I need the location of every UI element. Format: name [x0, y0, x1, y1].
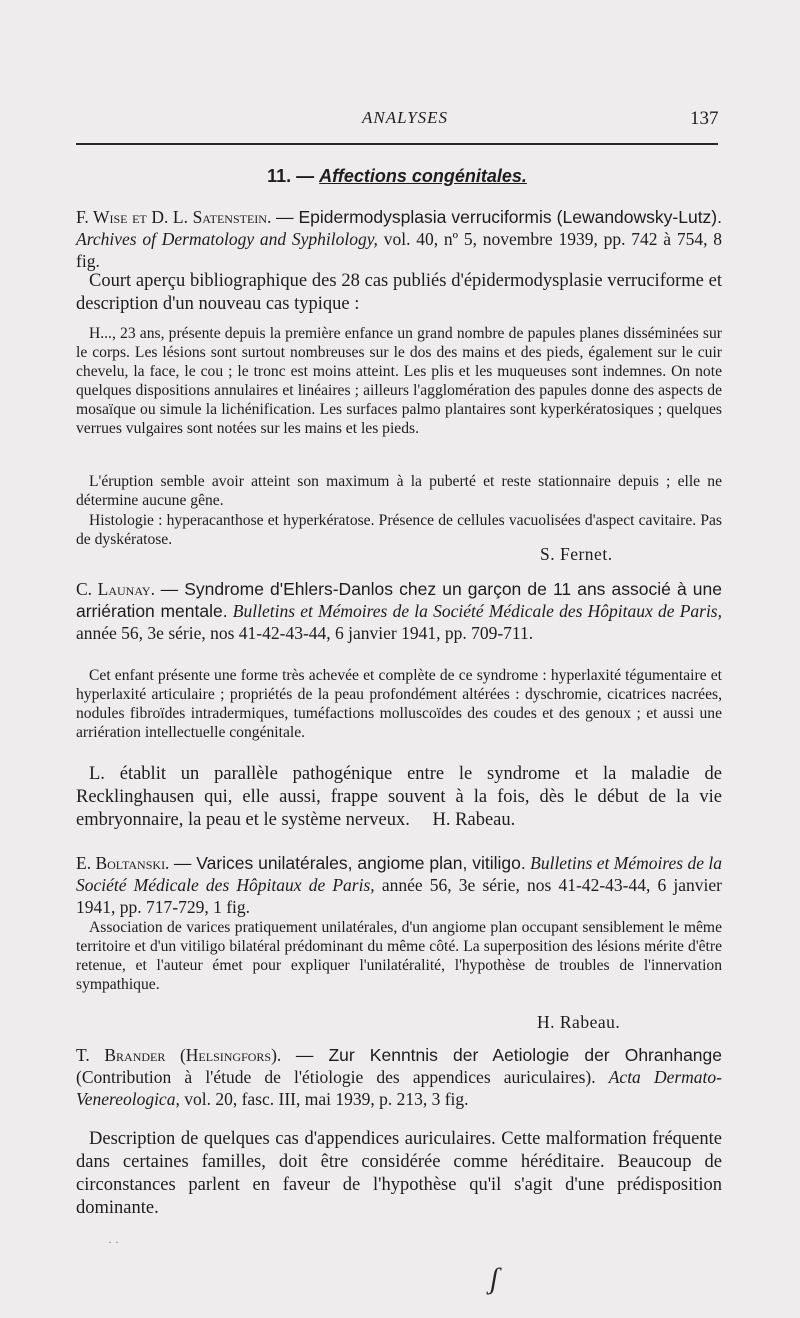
entry-details: année 56, 3e série, nos 41-42-43-44, 6 janvier 1941, pp. 717-729, 1 fig. — [76, 875, 723, 917]
section-heading — [76, 166, 718, 187]
section-dash: — — [296, 166, 315, 186]
entry-author: C. Launay. — [76, 579, 155, 599]
entry-paragraph: Cet enfant présente une forme très achevée et complète de ce syndrome : hyperlaxité tégumentaire et hyperlaxité articulaire ; propriétés de la peau profondément altérées : dyschromie, cicatrices nacrées, nodules fibroïdes intradermiques, tuméfactions molluscoïdes des coudes et des genoux ; et aussi une arriération intellectuelle congénitale. — [76, 667, 722, 741]
section-title: Affections congénitales. — [319, 166, 527, 186]
entry-reference — [76, 578, 722, 644]
entry-paragraph: L'éruption semble avoir atteint son maximum à la puberté et reste stationnaire depuis ; elle ne détermine aucune gêne. — [76, 473, 722, 509]
entry-reference — [76, 1044, 722, 1110]
entry-details: vol. 20, fasc. III, mai 1939, p. 213, 3 fig. — [184, 1089, 469, 1109]
entry-signature: S. Fernet. — [540, 544, 613, 564]
entry-paragraph-text: L. établit un parallèle pathogénique entre le syndrome et la maladie de Recklinghausen qui, elle aussi, frappe souvent à la fois, dès le début de la vie embryonnaire, la peau et le système nerveux. — [76, 764, 722, 830]
entry-journal: Archives of Dermatology and Syphilology, — [76, 229, 378, 249]
entry-author: E. Boltanski. — [76, 853, 170, 873]
entry-journal: Bulletins et Mémoires de la Société Médicale des Hôpitaux de Paris, — [76, 853, 723, 895]
page-number: 137 — [690, 108, 719, 129]
entry-signature: H. Rabeau. — [432, 810, 516, 830]
entry-title: — Epidermodysplasia verruciformis (Lewandowsky-Lutz). — [275, 207, 722, 227]
running-header: ANALYSES — [361, 108, 449, 127]
entry-journal: Acta Dermato-Venereologica, — [76, 1067, 722, 1109]
entry-author: F. Wise et D. L. Satenstein. — [76, 207, 272, 227]
entry-details: année 56, 3e série, nos 41-42-43-44, 6 janvier 1941, pp. 709-711. — [76, 623, 534, 643]
pencil-mark: ʃ — [490, 1262, 499, 1295]
entry-signature: H. Rabeau. — [537, 1012, 621, 1032]
entry-paragraph: Court aperçu bibliographique des 28 cas publiés d'épidermodysplasie verruciforme et description d'un nouveau cas typique : — [76, 271, 722, 314]
entry-reference — [76, 852, 722, 918]
entry-paragraph: Histologie : hyperacanthose et hyperkératose. Présence de cellules vacuolisées d'aspect cavitaire. Pas de dyskératose. — [76, 512, 722, 548]
entry-paragraph: Description de quelques cas d'appendices auriculaires. Cette malformation fréquente dans certaines familles, doit être considérée comme héréditaire. Beaucoup de circonstances parlent en faveur de l'hypothèse qu'il s'agit d'une prédisposition dominante. — [76, 1129, 722, 1218]
entry-author: T. Brander (Helsingfors). — [76, 1045, 282, 1065]
ink-speck: · · — [108, 1235, 119, 1249]
entry-paragraph: H..., 23 ans, présente depuis la première enfance un grand nombre de papules planes disséminées sur le corps. Les lésions sont surtout nombreuses sur le dos des mains et des pieds, également sur le cuir chevelu, la face, le cou ; le tronc est moins atteint. Les plis et les muqueuses sont indemnes. On note quelques dispositions annulaires et linéaires ; ailleurs l'agglomération des papules donne des aspects de mosaïque ou simule la lichénification. Les surfaces palmo plantaires sont kyperkératosiques ; quelques verrues vulgaires sont notées sur les mains et les pieds. — [76, 325, 722, 437]
entry-subtitle: (Contribution à l'étude de l'étiologie des appendices auriculaires). — [76, 1067, 596, 1087]
entry-title: — Syndrome d'Ehlers-Danlos chez un garçon de 11 ans associé à une arriération mentale. — [76, 579, 723, 621]
entry-reference — [76, 206, 722, 272]
entry-journal: Bulletins et Mémoires de la Société Médicale des Hôpitaux de Paris, — [232, 601, 722, 621]
entry-paragraph: Association de varices pratiquement unilatérales, d'un angiome plan occupant sensiblement le même territoire et d'un vitiligo bilatéral prédominant du même côté. La superposition des lésions mérite d'être retenue, et l'auteur émet pour expliquer l'unilatéralité, l'hypothèse de troubles de l'innervation sympathique. — [76, 919, 722, 993]
entry-title: — Varices unilatérales, angiome plan, vitiligo. — [173, 853, 526, 873]
entry-paragraph — [76, 763, 722, 832]
section-number: 11. — [267, 166, 292, 186]
entry-details: vol. 40, nº 5, novembre 1939, pp. 742 à 754, 8 fig. — [76, 229, 723, 271]
entry-title: — Zur Kenntnis der Aetiologie der Ohranhange — [295, 1045, 723, 1065]
header-rule — [76, 143, 718, 145]
